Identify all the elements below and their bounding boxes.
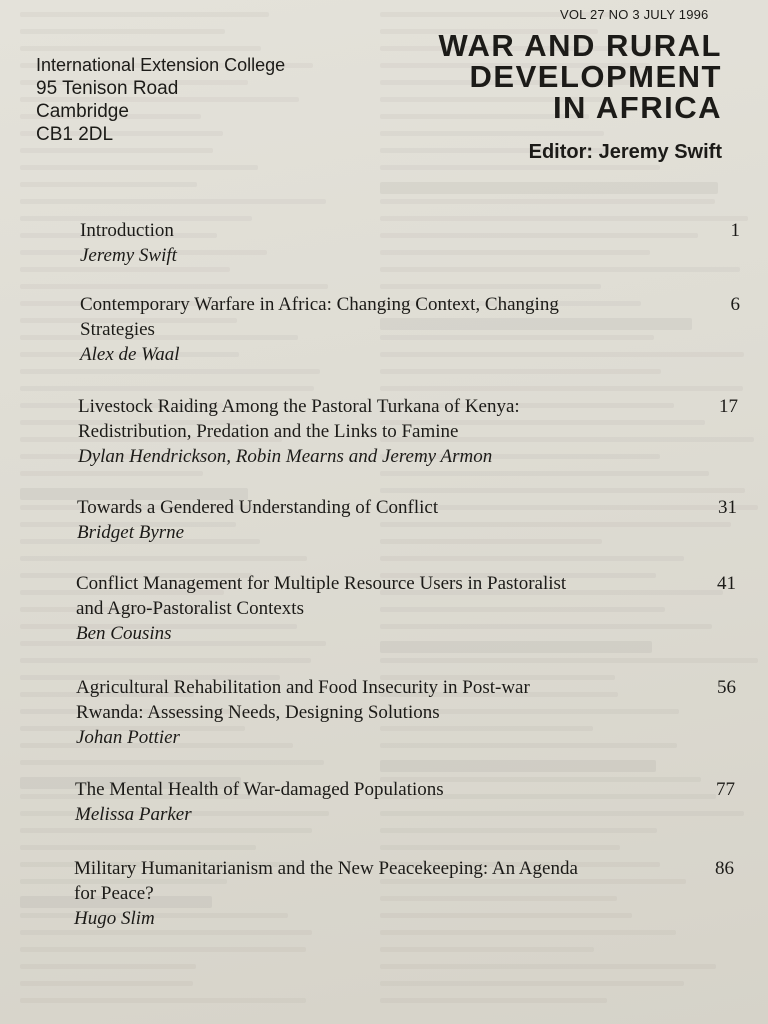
article-author: Melissa Parker — [75, 804, 192, 825]
article-author: Johan Pottier — [76, 727, 180, 748]
article-author: Bridget Byrne — [77, 522, 185, 543]
article-title: Towards a Gendered Understanding of Conflict — [77, 497, 439, 518]
article-title-line-2: for Peace? — [74, 883, 154, 904]
toc-entry — [74, 856, 734, 931]
article-author: Ben Cousins — [76, 623, 172, 644]
address-line: CB1 2DL — [36, 124, 114, 145]
article-title: Introduction — [80, 220, 174, 241]
article-author: Dylan Hendrickson, Robin Mearns and Jeremy Armon — [78, 446, 493, 467]
article-author: Alex de Waal — [80, 344, 180, 365]
title-line: DEVELOPMENT — [469, 59, 722, 94]
article-title-line-2: Strategies — [80, 319, 155, 340]
article-author: Hugo Slim — [74, 908, 155, 929]
page-number: 41 — [717, 573, 736, 594]
toc-entry — [77, 495, 737, 545]
issue-info: VOL 27 NO 3 JULY 1996 — [560, 7, 709, 22]
article-title: Contemporary Warfare in Africa: Changing Context, Changing — [80, 294, 559, 315]
page-number: 31 — [718, 497, 737, 518]
address-line: International Extension College — [36, 55, 286, 75]
article-title-line-2: and Agro-Pastoralist Contexts — [76, 598, 304, 619]
article-title: Agricultural Rehabilitation and Food Insecurity in Post-war — [76, 677, 530, 698]
article-title: Military Humanitarianism and the New Peacekeeping: An Agenda — [74, 858, 578, 879]
page-number: 17 — [719, 396, 738, 417]
toc-entry — [75, 777, 735, 827]
title-line: IN AFRICA — [552, 90, 722, 125]
article-title: Conflict Management for Multiple Resource Users in Pastoralist — [76, 573, 567, 594]
title-line: WAR AND RURAL — [438, 28, 722, 63]
toc-entry — [76, 675, 736, 750]
article-title: Livestock Raiding Among the Pastoral Turkana of Kenya: — [78, 396, 520, 417]
page-number: 86 — [715, 858, 734, 879]
article-author: Jeremy Swift — [80, 245, 177, 266]
page-number: 1 — [730, 220, 740, 241]
article-title-line-2: Rwanda: Assessing Needs, Designing Solutions — [76, 702, 440, 723]
toc-entry — [76, 571, 736, 646]
address-line: Cambridge — [36, 101, 129, 122]
editor-credit: Editor: Jeremy Swift — [528, 141, 722, 163]
toc-entry — [80, 218, 740, 268]
page-number: 77 — [716, 779, 735, 800]
article-title-line-2: Redistribution, Predation and the Links to Famine — [78, 421, 459, 442]
page-number: 6 — [730, 294, 740, 315]
toc-entry — [80, 292, 740, 367]
page-number: 56 — [717, 677, 736, 698]
toc-entry — [78, 394, 738, 469]
address-line: 95 Tenison Road — [36, 78, 179, 99]
article-title: The Mental Health of War-damaged Populations — [75, 779, 444, 800]
